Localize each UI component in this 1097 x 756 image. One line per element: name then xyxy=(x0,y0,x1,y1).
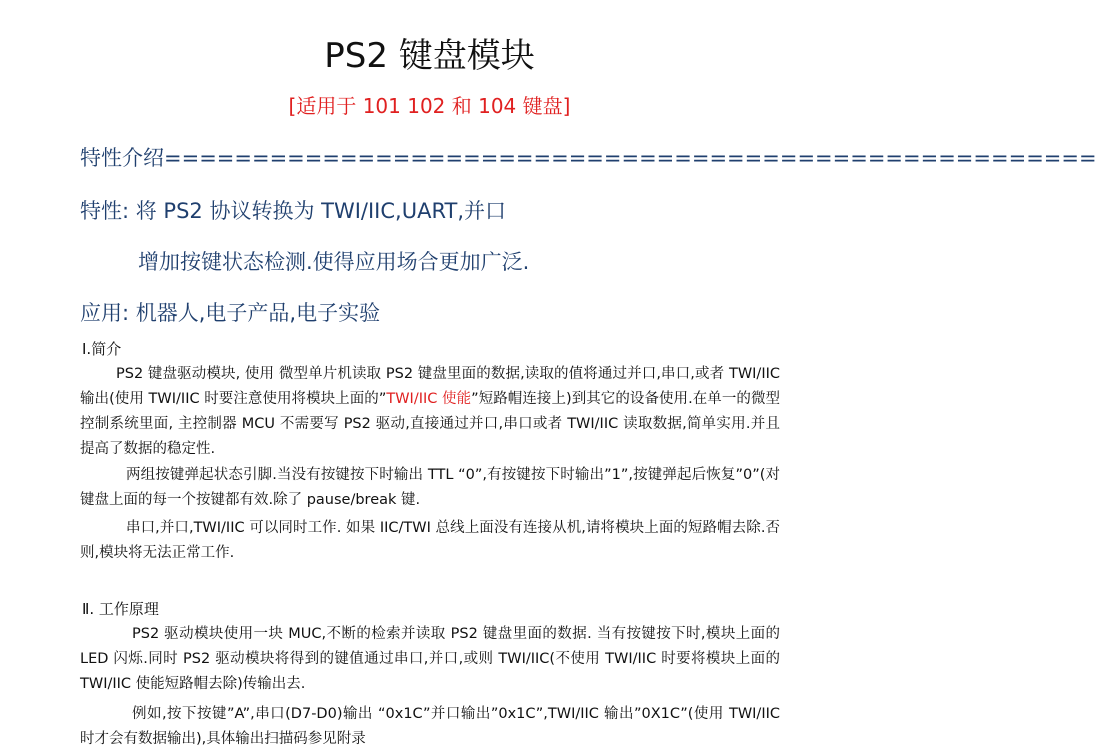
page-subtitle: [适用于 101 102 和 104 键盘] xyxy=(288,94,571,118)
section-heading-principle: Ⅱ. 工作原理 xyxy=(82,600,159,618)
feature-line: 特性: 将 PS2 协议转换为 TWI/IIC,UART,并口 xyxy=(80,199,507,223)
section-heading-intro: Ⅰ.简介 xyxy=(82,340,122,358)
intro-paragraph-3: 串口,并口,TWI/IIC 可以同时工作. 如果 IIC/TWI 总线上面没有连接从机,请将模块上面的短路帽去除.否则,模块将无法正常工作. xyxy=(80,520,780,561)
page-title: PS2 键盘模块 xyxy=(324,36,535,76)
intro-text-a: PS2 键盘驱动模块, 使用 微型单片机读取 PS2 键盘里面的数据,读取的值将通过并口,串口,或者 TWI/IIC 输出(使用 TWI/IIC 时要注意使用将模块上面的” xyxy=(80,366,780,407)
principle-paragraph-2: 例如,按下按键”A”,串口(D7-D0)输出 “0x1C”并口输出”0x1C”,TWI/IIC 输出”0X1C”(使用 TWI/IIC 时才会有数据输出),具体输出扫描码参见附录 xyxy=(80,706,780,747)
twi-enable-label: TWI/IIC 使能 xyxy=(386,391,472,407)
intro-text-b: ”短路帽连接上)到其它的设备使用.在单一的微型控制系统里面, 主控制器 MCU 不需要写 PS2 驱动,直接通过并口,串口或者 TWI/IIC 读取数据,简单实用.并且提高了数据的稳定性. xyxy=(80,391,780,457)
application-line: 应用: 机器人,电子产品,电子实验 xyxy=(80,301,381,325)
intro-paragraph-1 xyxy=(80,362,780,462)
principle-paragraph-1: PS2 驱动模块使用一块 MUC,不断的检索并读取 PS2 键盘里面的数据. 当有按键按下时,模块上面的 LED 闪烁.同时 PS2 驱动模块将得到的键值通过串口,并口,或则 TWI/IIC(不使用 TWI/IIC 时要将模块上面的 TWI/IIC 使能短路帽去除)传输出去. xyxy=(80,626,780,692)
intro-paragraph-2: 两组按键弹起状态引脚.当没有按键按下时输出 TTL “0”,有按键按下时输出”1”,按键弹起后恢复”0”(对键盘上面的每一个按键都有效.除了 pause/break 键. xyxy=(80,467,780,508)
feature-heading: 特性介绍===================================================== xyxy=(80,146,1097,170)
feature-line-2: 增加按键状态检测.使得应用场合更加广泛. xyxy=(138,250,530,274)
